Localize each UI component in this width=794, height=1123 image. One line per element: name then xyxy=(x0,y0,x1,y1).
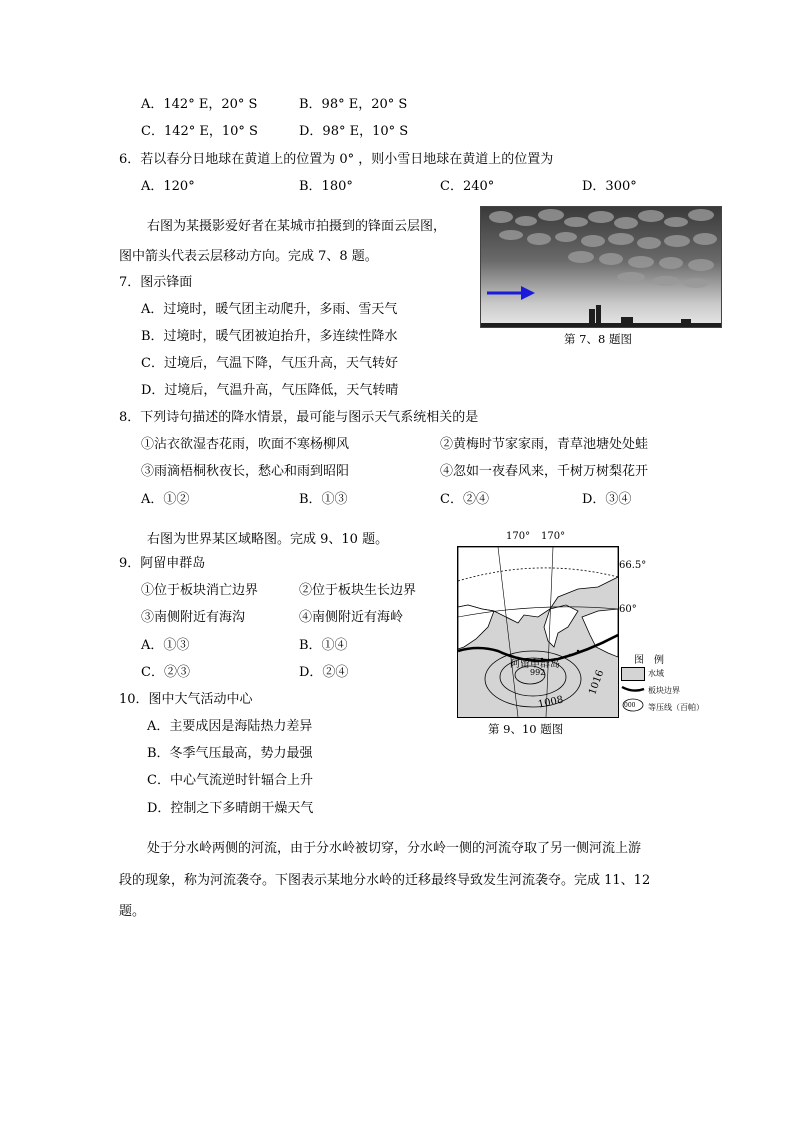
front-cloud-photo xyxy=(480,206,722,328)
q9-option-d: D．②④ xyxy=(299,665,349,680)
map-longitude-label-1: 170° xyxy=(506,531,531,542)
q6-stem: 6．若以春分日地球在黄道上的位置为 0° ，则小雪日地球在黄道上的位置为 xyxy=(119,152,554,167)
q7-stem: 7．图示锋面 xyxy=(119,275,193,290)
isobar-label-1008: 1008 xyxy=(537,694,565,711)
intro-7-8-line1: 右图为某摄影爱好者在某城市拍摄到的锋面云层图， xyxy=(147,219,447,234)
intro-7-8-line2: 图中箭头代表云层移动方向。完成 7、8 题。 xyxy=(119,249,378,264)
isobar-label-992: 992 xyxy=(530,668,546,677)
intro-11-12-line2: 段的现象，称为河流袭夺。下图表示某地分水岭的迁移最终导致发生河流袭夺。完成 11、12 xyxy=(119,873,651,888)
q7-option-d: D．过境后，气温升高，气压降低，天气转晴 xyxy=(141,383,399,398)
q9-stem: 9．阿留申群岛 xyxy=(119,556,206,571)
q8-poem-4: ④忽如一夜春风来，千树万树梨花开 xyxy=(440,464,649,479)
q5-option-a: A．142° E，20° S xyxy=(141,97,258,112)
q9-option-b: B．①④ xyxy=(299,638,348,653)
q10-option-b: B．冬季气压最高，势力最强 xyxy=(147,746,313,761)
isobar-label-1016: 1016 xyxy=(587,668,607,697)
q9-option-a: A．①③ xyxy=(141,638,190,653)
q9-statement-2: ②位于板块生长边界 xyxy=(299,583,417,598)
figure-9-10-caption: 第 9、10 题图 xyxy=(488,722,564,736)
q8-option-c: C．②④ xyxy=(440,492,489,507)
q6-option-a: A．120° xyxy=(141,179,195,194)
figure-7-8-caption: 第 7、8 题图 xyxy=(564,332,632,346)
q8-stem: 8．下列诗句描述的降水情景，最可能与图示天气系统相关的是 xyxy=(119,410,479,425)
q9-statement-4: ④南侧附近有海岭 xyxy=(299,610,404,625)
legend-isobar-sample: 000 xyxy=(624,702,636,709)
q5-option-d: D．98° E，10° S xyxy=(299,124,409,139)
q10-option-c: C．中心气流逆时针辐合上升 xyxy=(147,773,313,788)
legend-water-swatch xyxy=(621,667,645,681)
map-latitude-label-60: 60° xyxy=(619,604,637,615)
legend-boundary-label: 板块边界 xyxy=(648,686,680,695)
q5-option-b: B．98° E，20° S xyxy=(299,97,408,112)
q8-option-a: A．①② xyxy=(141,492,190,507)
intro-11-12-line3: 题。 xyxy=(119,904,146,919)
q10-option-d: D．控制之下多晴朗干燥天气 xyxy=(147,801,314,816)
q10-option-a: A．主要成因是海陆热力差异 xyxy=(147,719,313,734)
q5-option-c: C．142° E，10° S xyxy=(141,124,258,139)
q8-option-d: D．③④ xyxy=(582,492,632,507)
q7-option-b: B．过境时，暖气团被迫抬升，多连续性降水 xyxy=(141,329,398,344)
legend-title: 图 例 xyxy=(634,655,664,666)
q9-statement-1: ①位于板块消亡边界 xyxy=(141,583,259,598)
q8-option-b: B．①③ xyxy=(299,492,348,507)
q8-poem-1: ①沾衣欲湿杏花雨，吹面不寒杨柳风 xyxy=(141,437,350,452)
legend-isobar-label: 等压线（百帕） xyxy=(648,703,704,712)
q7-option-c: C．过境后，气温下降，气压升高，天气转好 xyxy=(141,356,398,371)
map-longitude-label-2: 170° xyxy=(541,531,566,542)
intro-9-10: 右图为世界某区域略图。完成 9、10 题。 xyxy=(147,532,389,547)
q9-option-c: C．②③ xyxy=(141,665,190,680)
q9-statement-3: ③南侧附近有海沟 xyxy=(141,610,246,625)
legend-boundary-symbol xyxy=(621,684,645,694)
aleutian-region-map xyxy=(457,546,619,718)
q6-option-d: D．300° xyxy=(582,179,637,194)
intro-11-12-line1: 处于分水岭两侧的河流，由于分水岭被切穿，分水岭一侧的河流夺取了另一侧河流上游 xyxy=(147,841,642,856)
map-label-aleutian: 阿留申群岛 xyxy=(510,659,560,670)
map-latitude-label-arctic: 66.5° xyxy=(619,560,647,571)
q7-option-a: A．过境时，暖气团主动爬升，多雨、雪天气 xyxy=(141,302,398,317)
q6-option-c: C．240° xyxy=(440,179,495,194)
q6-option-b: B．180° xyxy=(299,179,353,194)
q8-poem-3: ③雨滴梧桐秋夜长，愁心和雨到昭阳 xyxy=(141,464,350,479)
q8-poem-2: ②黄梅时节家家雨，青草池塘处处蛙 xyxy=(440,437,649,452)
q10-stem: 10．图中大气活动中心 xyxy=(119,692,253,707)
legend-water-label: 水域 xyxy=(648,669,664,678)
